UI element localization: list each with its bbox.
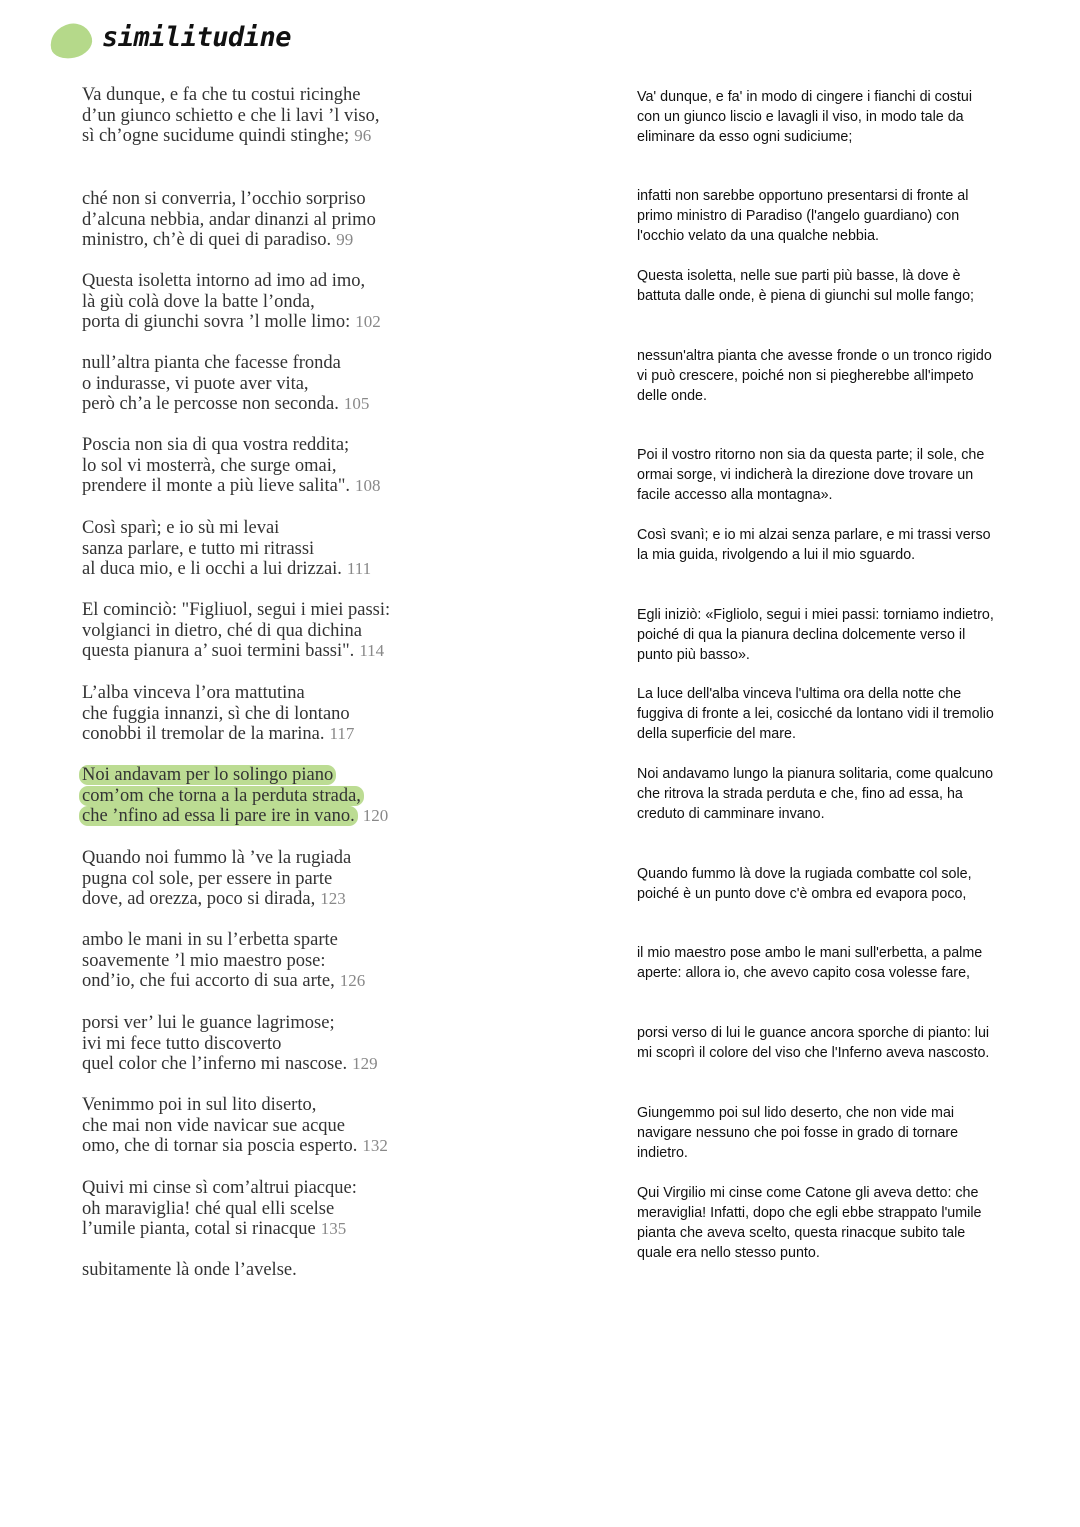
verse-number: 105 — [343, 394, 370, 414]
verse-line: omo, che di tornar sia poscia esperto. — [82, 1136, 358, 1157]
verse-number: 117 — [329, 724, 355, 744]
verse-line: Quivi mi cinse sì com’altrui piacque: — [82, 1178, 357, 1198]
paraphrase-text: La luce dell'alba vinceva l'ultima ora della notte che fuggiva di fronte a lei, cosicché da lontano vidi il tremolio della superficie del mare. — [637, 686, 994, 742]
verse-line: al duca mio, e li occhi a lui drizzai. — [82, 559, 342, 580]
verse-stanza — [82, 1013, 502, 1075]
paraphrase-text: Noi andavamo lungo la pianura solitaria, come qualcuno che ritrova la strada perduta e che, fino ad essa, ha creduto di camminare invano. — [637, 766, 994, 822]
verse-number: 102 — [355, 312, 381, 332]
verse-line: sì ch’ogne sucidume quindi stinghe; — [82, 126, 350, 147]
paraphrase-text: Così svanì; e io mi alzai senza parlare, e mi trassi verso la mia guida, rivolgendo a lui il mio sguardo. — [637, 527, 991, 563]
verse-stanza — [82, 1178, 502, 1240]
paraphrase-text: Poi il vostro ritorno non sia da questa parte; il sole, che ormai sorge, vi indicherà la direzione dove trovare un facile accesso alla montagna». — [637, 447, 985, 503]
page-header — [48, 20, 448, 64]
paraphrase-text: Giungemmo poi sul lido deserto, che non vide mai navigare nessuno che poi fosse in grado di tornare indietro. — [637, 1105, 959, 1161]
verse-line: null’altra pianta che facesse fronda — [82, 353, 341, 373]
verse-line: prendere il monte a più lieve salita". — [82, 476, 350, 497]
verse-number: 126 — [339, 971, 366, 991]
verse-line: pugna col sole, per essere in parte — [82, 868, 333, 889]
verse-line: L’alba vinceva l’ora mattutina — [82, 683, 305, 703]
verse-line: soavemente ’l mio maestro pose: — [82, 950, 326, 971]
page-title: similitudine — [102, 22, 292, 53]
verse-number: 99 — [336, 230, 354, 250]
verse-number: 114 — [359, 641, 385, 661]
highlighted-verse-line: Noi andavam per lo solingo piano — [79, 765, 336, 785]
paraphrase-text: Qui Virgilio mi cinse come Catone gli aveva detto: che meraviglia! Infatti, dopo che egli ebbe strappato l'umile pianta che aveva scelto, questa rinacque subito tale quale era nello stesso punto. — [637, 1185, 982, 1261]
verse-number: 111 — [346, 559, 372, 579]
highlighted-verse-line: com’om che torna a la perduta strada, — [79, 786, 364, 806]
verse-line: Va dunque, e fa che tu costui ricinghe — [82, 85, 361, 105]
verse-line: ond’io, che fui accorto di sua arte, — [82, 971, 335, 992]
verse-line: l’umile pianta, cotal si rinacque — [82, 1219, 316, 1240]
verse-number: 120 — [362, 806, 389, 826]
verse-line: oh maraviglia! ché qual elli scelse — [82, 1198, 335, 1219]
verse-number: 96 — [354, 126, 372, 146]
verse-line: Venimmo poi in sul lito diserto, — [82, 1095, 317, 1115]
verse-line: ivi mi fece tutto discoverto — [82, 1033, 282, 1054]
paraphrase-text: nessun'altra pianta che avesse fronde o un tronco rigido vi può crescere, poiché non si piegherebbe all'impeto delle onde. — [637, 348, 992, 404]
verse-line: quel color che l’inferno mi nascose. — [82, 1054, 348, 1075]
verse-stanza — [82, 1095, 502, 1157]
verse-line: ambo le mani in su l’erbetta sparte — [82, 930, 338, 950]
verse-line: che mai non vide navicar sue acque — [82, 1115, 345, 1136]
verse-line: Poscia non sia di qua vostra reddita; — [82, 435, 350, 455]
paraphrase-text: il mio maestro pose ambo le mani sull'erbetta, a palme aperte: allora io, che avevo capito cosa volesse fare, — [637, 945, 983, 981]
verse-line: però ch’a le percosse non seconda. — [82, 394, 339, 415]
verse-line: o indurasse, vi puote aver vita, — [82, 373, 309, 394]
highlighted-verse-line: che ’nfino ad essa li pare ire in vano. — [79, 806, 358, 826]
verse-line: porsi ver’ lui le guance lagrimose; — [82, 1013, 335, 1033]
verse-line: che fuggia innanzi, sì che di lontano — [82, 703, 350, 724]
verse-stanza — [82, 85, 502, 147]
paraphrase-text: porsi verso di lui le guance ancora sporche di pianto: lui mi scoprì il colore del viso che l'Inferno aveva nascosto. — [637, 1025, 990, 1061]
verse-stanza — [82, 1260, 502, 1281]
verse-number: 132 — [362, 1136, 388, 1156]
paraphrase-text: Quando fummo là dove la rugiada combatte col sole, poiché è un punto dove c'è ombra ed evapora poco, — [637, 866, 972, 902]
verse-line: El cominciò: "Figliuol, segui i miei passi: — [82, 600, 391, 620]
verse-stanza — [82, 518, 502, 580]
verse-line: porta di giunchi sovra ’l molle limo: — [82, 312, 351, 333]
verse-number: 135 — [320, 1219, 347, 1239]
verse-line: volgianci in dietro, ché di qua dichina — [82, 620, 362, 641]
verse-line: lo sol vi mosterrà, che surge omai, — [82, 455, 337, 476]
verse-line: Quando noi fummo là ’ve la rugiada — [82, 848, 352, 868]
verse-stanza — [82, 683, 502, 745]
paraphrase-text: Egli iniziò: «Figliolo, segui i miei passi: torniamo indietro, poiché di qua la pianura declina dolcemente verso il punto più basso». — [637, 607, 994, 663]
verse-line: dove, ad orezza, poco si dirada, — [82, 889, 316, 910]
verse-line: ministro, ch’è di quei di paradiso. — [82, 230, 332, 251]
verse-number: 108 — [355, 476, 381, 496]
verse-stanza — [82, 271, 502, 333]
paraphrase-text: infatti non sarebbe opportuno presentarsi di fronte al primo ministro di Paradiso (l'angelo guardiano) con l'occhio velato da una qualche nebbia. — [637, 188, 969, 244]
verse-line: Così sparì; e io sù mi levai — [82, 518, 280, 538]
verse-line: subitamente là onde l’avelse. — [82, 1260, 297, 1280]
verse-stanza — [82, 848, 502, 910]
verse-line: sanza parlare, e tutto mi ritrassi — [82, 538, 315, 559]
verse-stanza — [82, 435, 502, 497]
paraphrase-text: Va' dunque, e fa' in modo di cingere i fianchi di costui con un giunco liscio e lavagli il viso, in modo tale da eliminare da esso ogni sudiciume; — [637, 89, 973, 145]
paraphrase-text: Questa isoletta, nelle sue parti più basse, là dove è battuta dalle onde, è piena di giunchi sul molle fango; — [637, 268, 975, 304]
verse-stanza-highlighted — [82, 765, 502, 827]
verse-stanza — [82, 353, 502, 415]
verse-line: d’alcuna nebbia, andar dinanzi al primo — [82, 209, 376, 230]
verse-stanza — [82, 930, 502, 992]
verse-number: 123 — [320, 889, 346, 909]
verse-line: questa pianura a’ suoi termini bassi". — [82, 641, 355, 662]
verse-line: d’un giunco schietto e che li lavi ’l viso, — [82, 105, 380, 126]
verse-line: conobbi il tremolar de la marina. — [82, 724, 325, 745]
green-blob-decoration — [47, 20, 95, 62]
verse-number: 129 — [352, 1054, 378, 1074]
verse-line: Questa isoletta intorno ad imo ad imo, — [82, 271, 366, 291]
verse-stanza — [82, 189, 502, 251]
verse-line: là giù colà dove la batte l’onda, — [82, 291, 315, 312]
verse-stanza — [82, 600, 502, 662]
verse-line: ché non si converria, l’occhio sorpriso — [82, 189, 366, 209]
